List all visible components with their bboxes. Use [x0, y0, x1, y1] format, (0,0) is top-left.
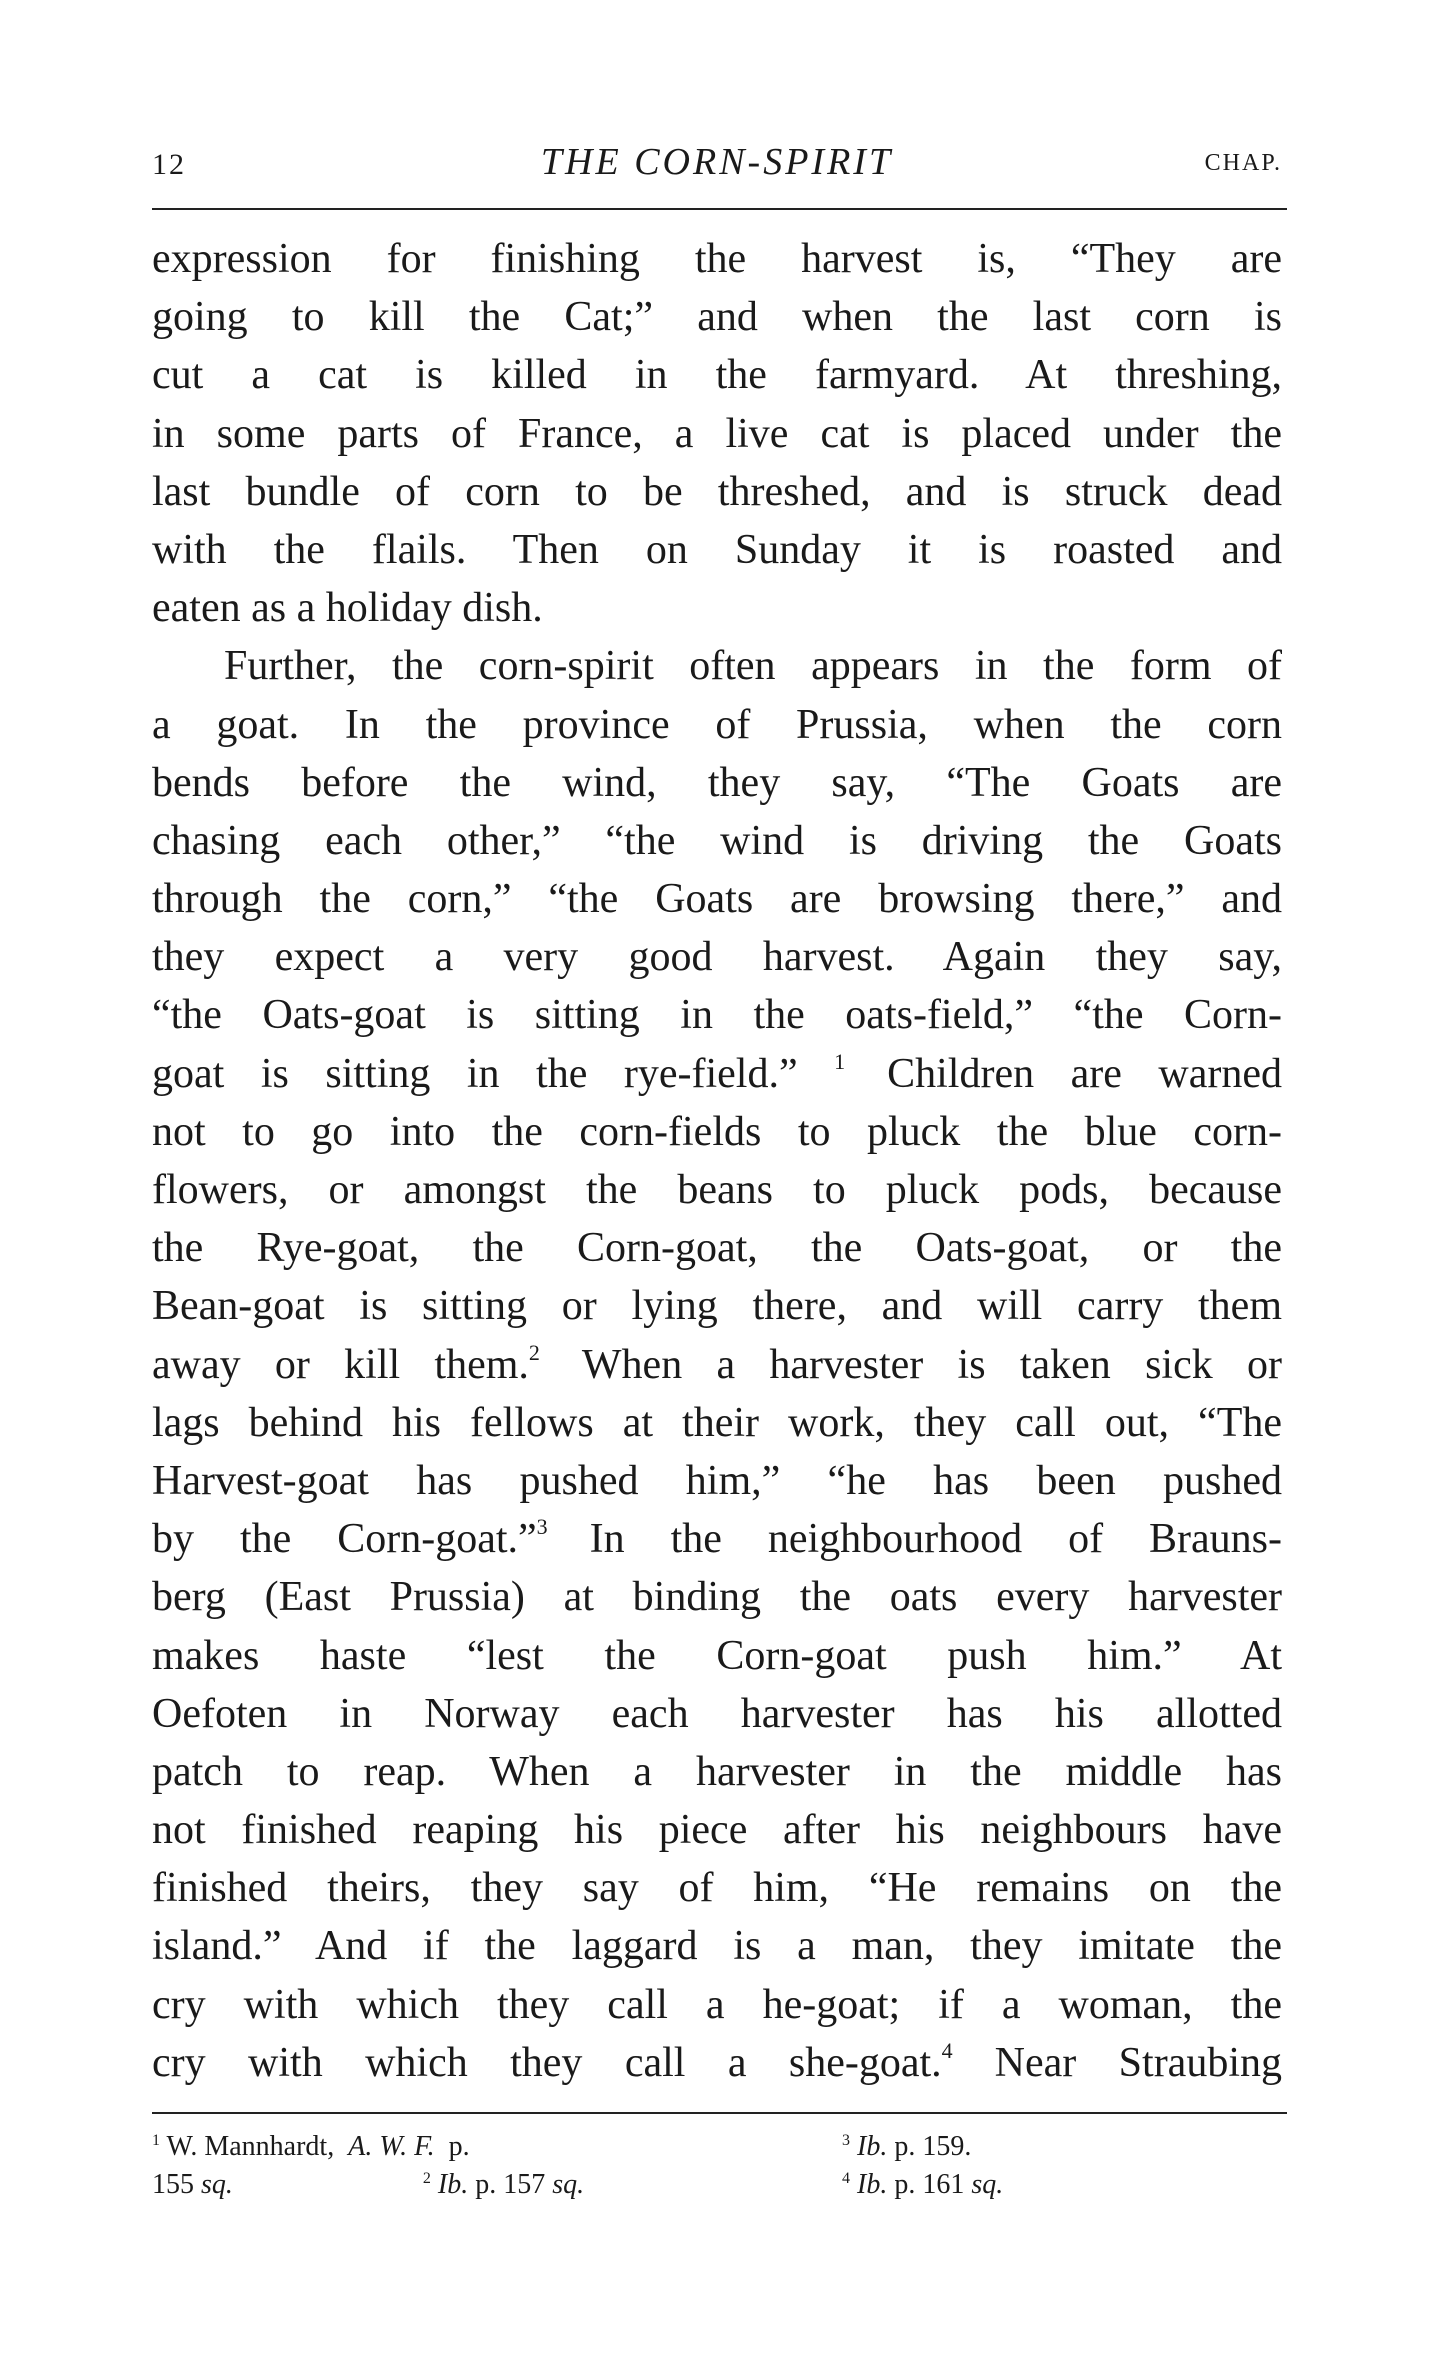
text-line-with-note [152, 1510, 1282, 1568]
text-line: flowers, or amongst the beans to pluck pods, because [152, 1167, 1282, 1213]
text-line: makes haste “lest the Corn-goat push him.” At [152, 1632, 1282, 1679]
footnote-1-continued: 155 sq. $^2$ Ib. p. 157 sq. [152, 2169, 585, 2200]
text-line: not to go into the corn-fields to pluck the blue corn- [152, 1108, 1282, 1155]
text-line: with the flails. Then on Sunday it is roasted and [152, 526, 1282, 573]
text-line: eaten as a holiday dish. [152, 585, 543, 632]
paragraph-start: Further, the corn-spirit often appears in the form of [224, 643, 1282, 690]
body-text [152, 230, 1282, 2092]
text-segment: Near Straubing [994, 2039, 1282, 2086]
text-line: not finished reaping his piece after his neighbours have [152, 1807, 1282, 1854]
footnote-rule [152, 2112, 1287, 2114]
text-line: a goat. In the province of Prussia, when the corn [152, 701, 1282, 748]
footnotes [152, 2128, 1282, 2228]
text-line: chasing each other,” “the wind is driving the Goats [152, 817, 1282, 864]
note-marker-4: 4 [941, 2037, 953, 2063]
footnote-3: $^3$ Ib. p. 159. [842, 2131, 972, 2162]
text-line: Bean-goat is sitting or lying there, and will carry them [152, 1283, 1282, 1330]
text-line-with-note [152, 1336, 1282, 1394]
footnote-4: $^4$ Ib. p. 161 sq. [842, 2169, 1004, 2200]
note-marker-3: 3 [536, 1514, 548, 1540]
text-line: cut a cat is killed in the farmyard. At threshing, [152, 352, 1282, 399]
text-segment: cry with which they call a she-goat. [152, 2039, 942, 2086]
text-line: cry with which they call a he-goat; if a woman, the [152, 1981, 1282, 2028]
text-segment: goat is sitting in the rye-field.” [152, 1050, 798, 1097]
text-segment: When a harvester is taken sick or [581, 1341, 1282, 1388]
text-line: “the Oats-goat is sitting in the oats-field,” “the Corn- [152, 992, 1282, 1039]
note-marker-1: 1 [834, 1048, 846, 1074]
text-line: in some parts of France, a live cat is placed under the [152, 410, 1282, 457]
text-line: expression for finishing the harvest is, “They are [152, 236, 1282, 282]
text-line: patch to reap. When a harvester in the middle has [152, 1748, 1282, 1795]
text-line: island.” And if the laggard is a man, they imitate the [152, 1923, 1282, 1970]
text-line-with-note [152, 2034, 1282, 2092]
text-line: Harvest-goat has pushed him,” “he has been pushed [152, 1457, 1282, 1504]
text-line: they expect a very good harvest. Again they say, [152, 934, 1282, 981]
running-header [152, 140, 1282, 190]
footnotes-left-column [152, 2128, 732, 2204]
text-line: bends before the wind, they say, “The Goats are [152, 759, 1282, 806]
footnotes-right-column [842, 2128, 1262, 2204]
chapter-label: CHAP. [1204, 150, 1282, 176]
text-line: berg (East Prussia) at binding the oats every harvester [152, 1574, 1282, 1621]
text-line: going to kill the Cat;” and when the last corn is [152, 294, 1282, 341]
text-line: lags behind his fellows at their work, they call out, “The [152, 1399, 1282, 1446]
footnote-1: $^1$ W. Mannhardt, A. W. F. p. [152, 2131, 470, 2162]
text-line: last bundle of corn to be threshed, and is struck dead [152, 468, 1282, 515]
text-line: the Rye-goat, the Corn-goat, the Oats-goat, or the [152, 1225, 1282, 1272]
footnote-2: $^2$ Ib. p. 157 sq. [422, 2169, 585, 2200]
text-segment: Children are warned [887, 1050, 1282, 1097]
text-line: finished theirs, they say of him, “He remains on the [152, 1865, 1282, 1912]
header-rule [152, 208, 1287, 210]
note-marker-2: 2 [528, 1339, 540, 1365]
text-line: Oefoten in Norway each harvester has his allotted [152, 1690, 1282, 1737]
text-segment: by the Corn-goat.” [152, 1516, 537, 1563]
text-line-with-note [152, 1045, 1282, 1103]
running-title: THE CORN-SPIRIT [540, 141, 894, 183]
text-line: through the corn,” “the Goats are browsing there,” and [152, 876, 1282, 923]
text-segment: In the neighbourhood of Brauns- [589, 1516, 1283, 1563]
text-segment: away or kill them. [152, 1341, 529, 1388]
page-number: 12 [152, 148, 186, 181]
